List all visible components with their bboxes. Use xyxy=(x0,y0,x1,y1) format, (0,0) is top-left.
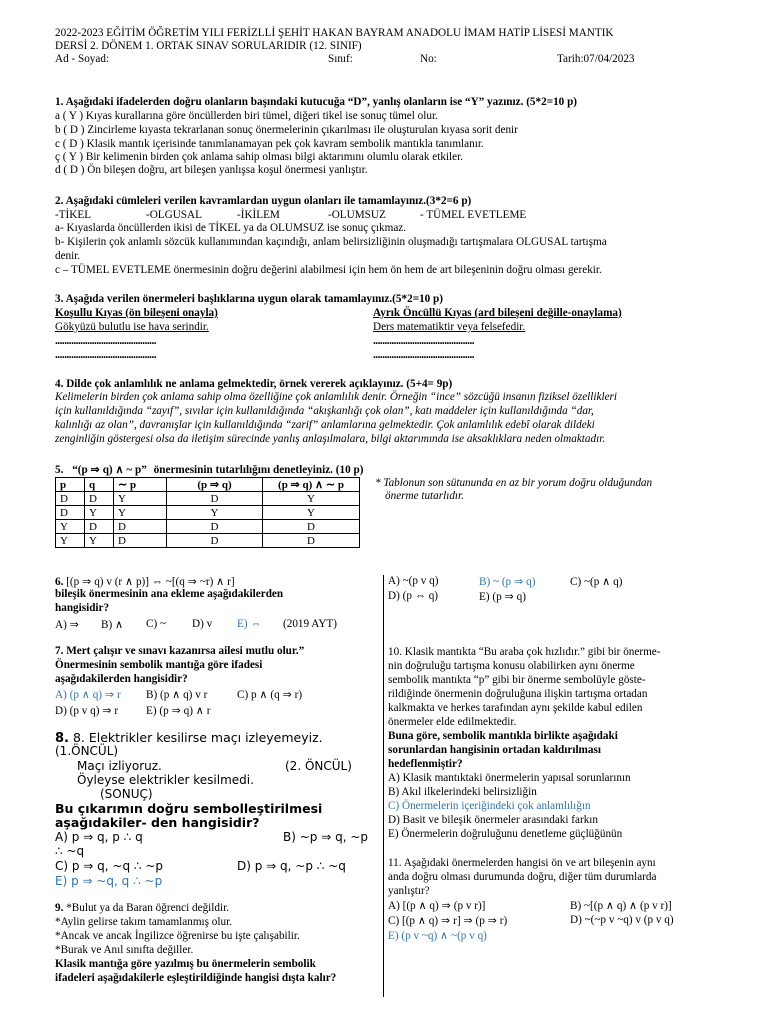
q6-option-a[interactable]: A) ⇒ xyxy=(55,619,79,631)
q2-term-olumsuz: -OLUMSUZ xyxy=(328,209,386,221)
col-q: q xyxy=(85,478,114,492)
q6-source: (2019 AYT) xyxy=(283,618,337,630)
q10-option-a[interactable]: A) Klasik mantıktaki önermelerin yapısal sorunlarının xyxy=(388,772,631,784)
q6-line3: hangisidir? xyxy=(55,602,110,614)
q2-term-ikilem: -İKİLEM xyxy=(237,209,280,221)
q9-option-b[interactable]: B) ~ (p ⇒ q) xyxy=(479,576,536,588)
q1-item-c: c ( D ) Klasik mantık içerisinde tanımlanamayan pek çok kavram sembolik mantıkla tanımlanır. xyxy=(55,138,484,150)
class-label: Sınıf: xyxy=(328,53,353,65)
table-cell: Y xyxy=(263,492,360,506)
q6-option-c[interactable]: C) ~ xyxy=(146,618,167,630)
q3-right-example: Ders matematiktir veya felsefedir. xyxy=(373,321,526,333)
q2-c: c – TÜMEL EVETLEME önermesinin doğru değerini alabilmesi için hem ön hem de art bileşeninin doğru olması gerekir. xyxy=(55,264,602,276)
q9-statement2: *Aylin gelirse takım tamamlanmış olur. xyxy=(55,916,233,928)
q9-option-e[interactable]: E) (p ⇒ q) xyxy=(479,591,526,603)
truth-table xyxy=(55,477,360,548)
q5-note2: önerme tutarlıdır. xyxy=(385,490,464,502)
q6-num: 6. xyxy=(55,576,64,588)
q1-item-a: a ( Y ) Kıyas kurallarına göre öncüllerden biri tümel, diğeri tikel ise sonuç tümel olur. xyxy=(55,110,438,122)
q4-title: 4. Dilde çok anlamlılık ne anlama gelmektedir, örnek vererek açıklayınız. (5+4= 9p) xyxy=(55,378,453,390)
q4-answer-3: kalınlığı az olan”, davranışlar için kullanıldığında “zarif” anlamlarına gelmektedir. Çok anlamlılık edebî olarak dildeki xyxy=(55,419,595,431)
q6-option-d[interactable]: D) v xyxy=(192,618,213,630)
table-cell: D xyxy=(167,534,263,548)
q10-option-e[interactable]: E) Önermelerin doğruluğunu denetleme güçlüğünün xyxy=(388,828,623,840)
table-cell: Y xyxy=(85,506,114,520)
table-cell: D xyxy=(167,520,263,534)
q8-option-c[interactable]: C) p ⇒ q, ~q ∴ ~p xyxy=(55,859,164,873)
q8-premise2: Maçı izliyoruz. xyxy=(77,759,162,773)
q6-expr: [(p ⇒ q) v (r ∧ p)] ⇔ ~[(q ⇒ ~r) ∧ r] xyxy=(66,576,235,588)
q10-line1 xyxy=(388,646,660,658)
q8-premise2-label: (2. ÖNCÜL) xyxy=(285,759,352,773)
q9-option-a[interactable]: A) ~(p v q) xyxy=(388,575,439,587)
q11-option-e[interactable]: E) (p v ~q) ∧ ~(p v q) xyxy=(388,930,487,942)
q6-option-e[interactable]: E) ⇔ xyxy=(237,618,262,630)
table-cell: D xyxy=(263,534,360,548)
q10-option-c[interactable]: C) Önermelerin içeriğindeki çok anlamlılığın xyxy=(388,800,591,812)
q9-question1: Klasik mantığa göre yazılmış bu önermelerin sembolik xyxy=(55,958,316,970)
table-cell: Y xyxy=(114,492,167,506)
q10-option-b[interactable]: B) Akıl ilkelerindeki belirsizliğin xyxy=(388,786,537,798)
q2-b2: denir. xyxy=(55,250,81,262)
q5-expr: “(p ⇒ q) ∧ ~ p” xyxy=(72,464,147,476)
q8-line1: 8. 8. Elektrikler kesilirse maçı izleyemeyiz. xyxy=(55,730,323,746)
q5-text: önermesinin tutarlılığını denetleyiniz. (10 p) xyxy=(153,464,364,476)
table-cell: D xyxy=(85,520,114,534)
q9-line1: 9. *Bulut ya da Baran öğrenci değildir. xyxy=(55,902,229,914)
table-cell: D xyxy=(114,520,167,534)
q10-question2: sorunlardan hangisinin ortadan kaldırılması xyxy=(388,744,601,756)
col-result: (p ⇒ q) ∧ ∼ p xyxy=(263,478,360,492)
q7-line3: aşağıdakilerden hangisidir? xyxy=(55,673,188,685)
table-cell: Y xyxy=(56,520,85,534)
q8-option-d[interactable]: D) p ⇒ q, ~p ∴ ~q xyxy=(237,859,346,873)
col-not-p: ∼ p xyxy=(114,478,167,492)
q11-line3: yanlıştır? xyxy=(388,885,430,897)
q8-conclusion: Öyleyse elektrikler kesilmedi. xyxy=(77,773,254,787)
table-row xyxy=(56,492,360,506)
q8-conclusion-label: (SONUÇ) xyxy=(100,787,153,801)
table-cell: Y xyxy=(167,506,263,520)
date-label: Tarih:07/04/2023 xyxy=(557,53,635,65)
q4-answer-4: zenginliğin göstergesi olsa da iletişim sürecinde yanlış anlaşılmalara, bilgi aktarımında ise aksaklıklara neden olmaktadır. xyxy=(55,433,606,445)
table-row xyxy=(56,520,360,534)
q10-option-d[interactable]: D) Basit ve bileşik önermeler arasındaki farkın xyxy=(388,814,599,826)
q1-item-cc: ç ( Y ) Bir kelimenin birden çok anlama sahip olması bilgi aktarımını olumlu olarak etkiler. xyxy=(55,151,464,163)
q10-line3: sembolik mantıkta “p” gibi bir önerme sembolüyle göste- xyxy=(388,674,646,686)
q3-left-example: Gökyüzü bulutlu ise hava serindir. xyxy=(55,321,209,333)
q3-left-blank2[interactable]: ............................................ xyxy=(55,349,157,361)
table-cell: D xyxy=(167,492,263,506)
q7-option-c[interactable]: C) p ∧ (q ⇒ r) xyxy=(237,689,303,701)
q8-question1: Bu çıkarımın doğru sembolleştirilmesi xyxy=(55,801,323,816)
truth-table-header xyxy=(56,478,360,492)
q5-num: 5. xyxy=(55,464,64,476)
q7-option-d[interactable]: D) (p v q) ⇒ r xyxy=(55,705,119,717)
q3-right-blank1[interactable]: ............................................ xyxy=(373,335,475,347)
q11-option-d[interactable]: D) ~(~p v ~q) v (p v q) xyxy=(570,914,674,926)
q8-question2: aşağıdakiler- den hangisidir? xyxy=(55,815,260,830)
q8-option-e[interactable]: E) p ⇒ ~q, q ∴ ~p xyxy=(55,874,163,888)
col-p: p xyxy=(56,478,85,492)
q10-line4: rildiğinde önermenin doğruluğuna ilişkin tartışma ortadan xyxy=(388,688,648,700)
table-cell: D xyxy=(85,492,114,506)
q7-line1: 7. Mert çalışır ve sınavı kazanırsa ailesi mutlu olur.” xyxy=(55,645,305,657)
q5-note1: * Tablonun son sütununda en az bir yorum doğru olduğundan xyxy=(375,477,653,489)
q11-option-b[interactable]: B) ~[(p ∧ q) ∧ (p v r)] xyxy=(570,900,672,912)
q11-option-a[interactable]: A) [(p ∧ q) ⇒ (p v r)] xyxy=(388,900,486,912)
q1-item-d: d ( D ) Ön bileşen doğru, art bileşen yanlışsa koşul önermesi yanlıştır. xyxy=(55,164,368,176)
q5-title xyxy=(55,463,363,476)
table-row xyxy=(56,506,360,520)
table-cell: Y xyxy=(114,506,167,520)
q10-question3: hedeflenmiştir? xyxy=(388,758,463,770)
q7-option-e[interactable]: E) (p ⇒ q) ∧ r xyxy=(146,705,211,717)
table-cell: Y xyxy=(56,534,85,548)
q11-line1: 11. Aşağıdaki önermelerden hangisi ön ve art bileşenin aynı xyxy=(388,857,656,869)
q2-term-tikel: -TİKEL xyxy=(55,209,92,221)
q7-option-b[interactable]: B) (p ∧ q) v r xyxy=(146,689,208,701)
q11-line2: anda doğru olması durumunda doğru, diğer tüm durumlarda xyxy=(388,871,657,883)
table-cell: Y xyxy=(85,534,114,548)
table-cell: D xyxy=(114,534,167,548)
q1-item-b: b ( D ) Zincirleme kıyasta tekrarlanan sonuç önermelerinin çıkarılması ile oluşturulan kıyasa sorit denir xyxy=(55,124,518,136)
q8-premise1: 8. Elektrikler kesilirse maçı izleyemeyiz. xyxy=(72,730,323,745)
q9-statement3: *Ancak ve ancak İngilizce öğrenirse bu işte çalışabilir. xyxy=(55,930,300,942)
q3-left-blank1[interactable]: ............................................ xyxy=(55,335,157,347)
table-cell: D xyxy=(263,520,360,534)
q9-option-d[interactable]: D) (p ⇔ q) xyxy=(388,590,439,602)
q3-title: 3. Aşağıda verilen önermeleri başlıklarına uygun olarak tamamlayınız.(5*2=10 p) xyxy=(55,293,443,305)
q7-line2: Önermesinin sembolik mantığa göre ifadesi xyxy=(55,659,263,671)
table-cell: Y xyxy=(263,506,360,520)
q2-a: a- Kıyaslarda öncüllerden ikisi de TİKEL ya da OLUMSUZ ise sonuç çıkmaz. xyxy=(55,222,407,234)
q8-line2: (1.ÖNCÜL) xyxy=(55,744,119,758)
col-p-imp-q: (p ⇒ q) xyxy=(167,478,263,492)
table-cell: D xyxy=(56,492,85,506)
q8-option-b-cont: ∴ ~q xyxy=(55,844,85,858)
q11-option-c[interactable]: C) [(p ∧ q) ⇒ r] ⇒ (p ⇒ r) xyxy=(388,915,508,927)
q2-b1: b- Kişilerin çok anlamlı sözcük kullanımından kaçındığı, anlam belirsizliğinin oluşmadığı tartışmalara OLGUSAL tartışma xyxy=(55,236,607,248)
q2-title: 2. Aşağıdaki cümleleri verilen kavramlardan uygun olanları ile tamamlayınız.(3*2=6 p) xyxy=(55,195,472,207)
table-cell: D xyxy=(56,506,85,520)
q2-term-olgusal: -OLGUSAL xyxy=(146,209,202,221)
q1-title: 1. Aşağıdaki ifadelerden doğru olanların başındaki kutucuğa “D”, yanlış olanların ise “Y” yazınız. (5*2=10 p) xyxy=(55,96,578,108)
no-label: No: xyxy=(420,53,437,65)
table-row xyxy=(56,534,360,548)
q8-option-b[interactable]: B) ~p ⇒ q, ~p xyxy=(283,830,369,844)
q6-option-b[interactable]: B) ∧ xyxy=(101,619,124,631)
q2-term-tumel: - TÜMEL EVETLEME xyxy=(420,209,527,221)
q3-right-head: Ayrık Öncüllü Kıyas (ard bileşeni değille-onaylama) xyxy=(373,307,622,319)
q7-option-a[interactable]: A) (p ∧ q) ⇒ r xyxy=(55,689,121,701)
q8-option-a[interactable]: A) p ⇒ q, p ∴ q xyxy=(55,830,143,844)
q9-statement4: *Burak ve Anıl sınıfta değiller. xyxy=(55,944,194,956)
q9-question2: ifadeleri aşağıdakilerle eşleştirildiğinde hangisi dışta kalır? xyxy=(55,972,337,984)
q3-left-head: Koşullu Kıyas (ön bileşeni onayla) xyxy=(55,307,218,319)
q9-option-c[interactable]: C) ~(p ∧ q) xyxy=(570,576,623,588)
header-line1: 2022-2023 EĞİTİM ÖĞRETİM YILI FERİZLLİ ŞEHİT HAKAN BAYRAM ANADOLU İMAM HATİP LİSESİ MANTIK xyxy=(55,27,614,39)
q10-text1: 10. Klasik mantıkta “Bu araba çok hızlıdır.” gibi bir önerme- xyxy=(388,646,661,658)
q4-answer-2: için kullanıldığında “zayıf”, sıvılar için kullanıldığında “akışkanlığı çok olan”, katı maddeler için kullanıldığında “dar, xyxy=(55,405,594,417)
q3-right-blank2[interactable]: ............................................ xyxy=(373,349,475,361)
q6-line2: bileşik önermesinin ana ekleme aşağıdakilerden xyxy=(55,588,284,600)
q6-line1 xyxy=(55,575,235,588)
q10-question1: Buna göre, sembolik mantıkla birlikte aşağıdaki xyxy=(388,730,618,742)
q10-line5: kalkmakta ve herkes tarafından aynı şekilde kabul edilen xyxy=(388,702,643,714)
q10-line6: önermeler elde edilmektedir. xyxy=(388,716,517,728)
q10-line2: nin doğruluğu tartışma konusu olabilirken aynı önerme xyxy=(388,660,635,672)
name-label: Ad - Soyad: xyxy=(55,53,110,65)
header-line2: DERSİ 2. DÖNEM 1. ORTAK SINAV SORULARIDIR (12. SINIF) xyxy=(55,40,362,52)
column-divider xyxy=(383,575,384,997)
q4-answer-1: Kelimelerin birden çok anlama sahip olma özelliğine çok anlamlılık denir. Örneğin “ince” sözcüğü insanın fiziksel özellikleri xyxy=(55,391,618,403)
